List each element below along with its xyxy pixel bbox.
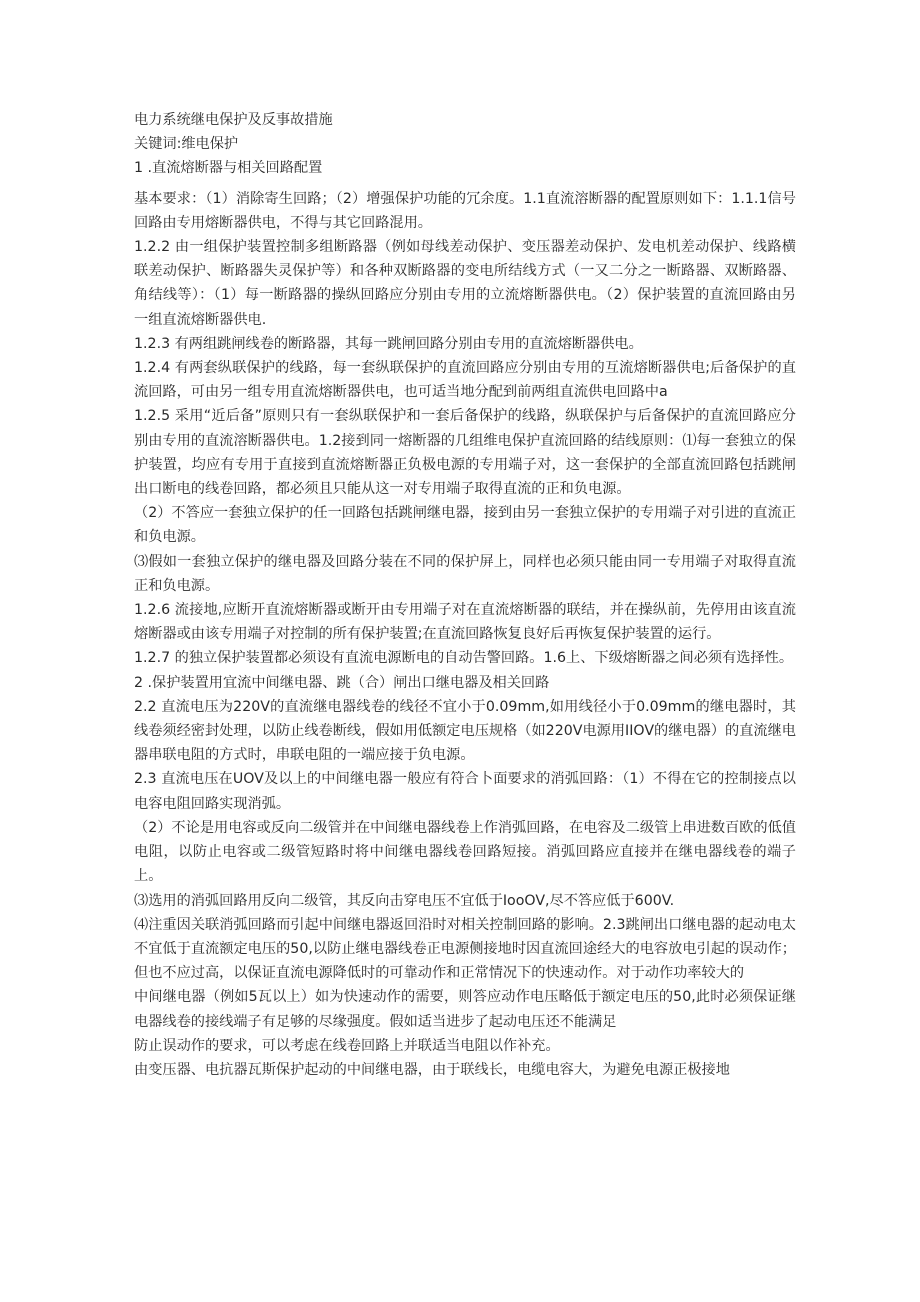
paragraph-1-2-5: 1.2.5 采用“近后备”原则只有一套纵联保护和一套后备保护的线路，纵联保护与后备保护的直流回路应分别由专用的直流溶断器供电。1.2接到同一熔断器的几组维电保护直流回路的结线原则：⑴每一套独立的保护装置，均应有专用于直接到直流熔断器正负极电源的专用端子对，这一套保护的全部直流回路包括跳闸出口断电的线卷回路，都必须且只能从这一对专用端子取得直流的正和负电源。 [134, 408, 796, 498]
paragraph-2-2: 2.2 直流电压为220V的直流继电器线卷的线径不宜小于0.09mm,如用线径小于0.09mm的继电器时，其线卷须经密封处理，以防止线卷断线，假如用低额定电压规格（如220V电源用IIOV的继电器）的直流继电器串联电阻的方式时，串联电阻的一端应接于负电源。 [134, 698, 796, 764]
paragraph-1-2-7: 1.2.7 的独立保护装置都必须设有直流电源断电的自动告警回路。1.6上、下级熔断器之间必须有选择性。 [134, 650, 794, 667]
section-heading-1: 1 .直流熔断器与相关回路配置 [134, 160, 323, 177]
paragraph-1-2-2: 1.2.2 由一组保护装置控制多组断路器（例如母线差动保护、变压器差动保护、发电机差动保护、线路横联差动保护、断路器失灵保护等）和各种双断路器的变电所结线方式（一又二分之一断路器、双断路器、角结线等）：（1）每一断路器的操纵回路应分别由专用的立流熔断器供电。（2）保护装置的直流回路由另一组直流熔断器供电. [134, 239, 796, 328]
paragraph-item-2: （2）不答应一套独立保护的任一回路包括跳闸继电器，接到由另一套独立保护的专用端子对引进的直流正和负电源。 [134, 505, 796, 546]
document-title: 电力系统继电保护及反事故措施 [134, 112, 333, 128]
paragraph-2-3-item-2: （2）不论是用电容或反向二级管并在中间继电器线卷上作消弧回路，在电容及二级管上串进数百欧的低值电阻，以防止电容或二级管短路时将中间继电器线卷回路短接。消弧回路应直接并在继电器线卷的端子上。 [134, 819, 796, 885]
keywords-line: 关键词:维电保护 [134, 136, 239, 153]
paragraph-1-2-4: 1.2.4 有两套纵联保护的线路，每一套纵联保护的直流回路应分别由专用的互流熔断器供电;后备保护的直流回路，可由另一组专用直流熔断器供电，也可适当地分配到前两组直流供电回路中a [134, 360, 796, 401]
document-body [134, 108, 796, 1082]
paragraph-item-3: ⑶假如一套独立保护的继电器及回路分装在不同的保护屏上，同样也必须只能由同一专用端子对取得直流正和负电源。 [134, 553, 796, 594]
paragraph-2-3-item-4: ⑷注重因关联消弧回路而引起中间继电器返回沿时对相关控制回路的影响。2.3跳闸出口继电器的起动电太不宜低于直流额定电压的50,以防止继电器线卷正电源侧接地时因直流回途经大的电容放电引起的误动作；但也不应过高，以保证直流电源降低时的可靠动作和正常情况下的快速动作。对于动作功率较大的 [134, 916, 796, 982]
paragraph-1-2-3: 1.2.3 有两组跳闸线卷的断路器，其每一跳闸回路分别由专用的直流熔断器供电。 [134, 335, 643, 352]
section-heading-2: 2 .保护装置用宜流中间继电器、跳（合）闸出口继电器及相关回路 [134, 674, 550, 691]
paragraph-misoperation: 防止误动作的要求，可以考虑在线卷回路上并联适当电阻以作补充。 [134, 1037, 560, 1054]
paragraph-basic-requirements: 基本要求：（1）消除寄生回路；（2）增强保护功能的冗余度。1.1直流溶断器的配置原则如下：1.1.1信号回路由专用熔断器供电，不得与其它回路混用。 [134, 190, 796, 231]
paragraph-2-3: 2.3 直流电压在UOV及以上的中间继电器一般应有符合卜面要求的消弧回路：（1）不得在它的控制接点以电容电阻回路实现消弧。 [134, 771, 796, 812]
paragraph-1-2-6: 1.2.6 流接地,应断开直流熔断器或断开由专用端子对在直流熔断器的联结，并在操纵前，先停用由该直流熔断器或由该专用端子对控制的所有保护装置;在直流回路恢复良好后再恢复保护装置的运行。 [134, 602, 796, 643]
paragraph-middle-relay: 中间继电器（例如5瓦以上）如为快速动作的需要，则答应动作电压略低于额定电压的50,此时必须保证继电器线卷的接线端子有足够的尽缘强度。假如适当进步了起动电压还不能满足 [134, 989, 796, 1030]
paragraph-transformer-gas: 由变压器、电抗器瓦斯保护起动的中间继电器，由于联线长，电缆电容大，为避免电源正极接地 [134, 1061, 730, 1078]
paragraph-2-3-item-3: ⑶选用的消弧回路用反向二级管，其反向击穿电压不宜低于IooOV,尽不答应低于600V. [134, 892, 675, 909]
